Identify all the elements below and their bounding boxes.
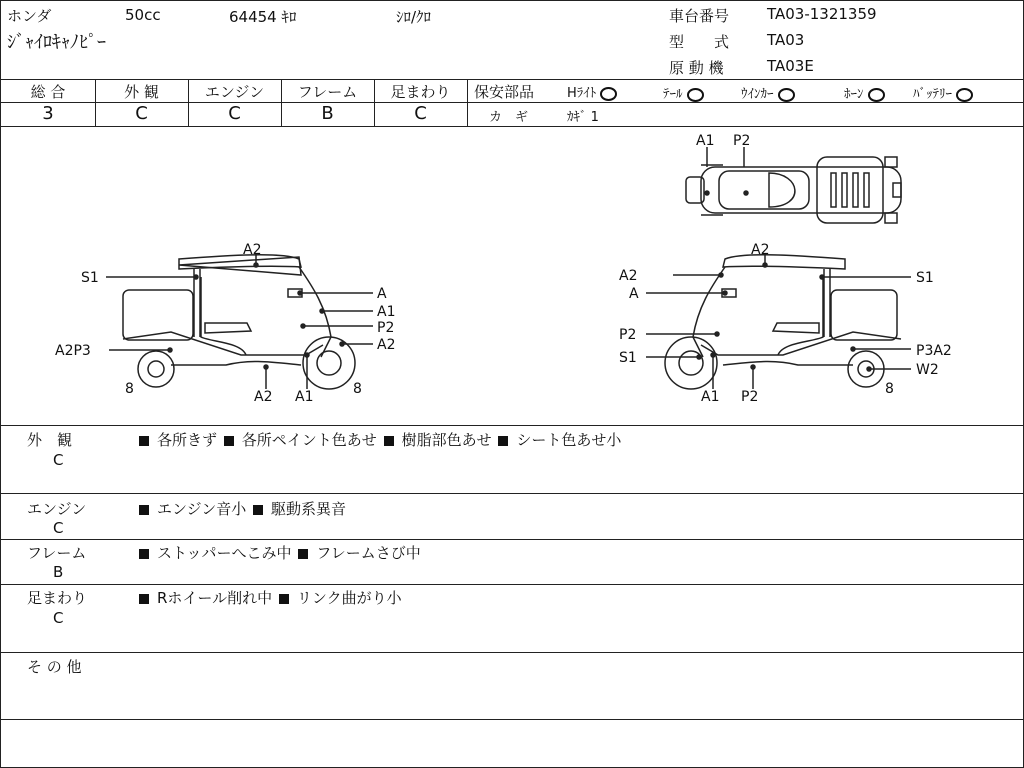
divider	[1, 539, 1023, 540]
grade-label-suspension: 足まわり	[390, 83, 451, 101]
label-right-a: A	[629, 286, 639, 302]
safety-parts-label: 保安部品	[474, 83, 535, 101]
label-right-p2-bottom: P2	[741, 389, 759, 405]
comment-label-other: そ の 他	[27, 658, 82, 676]
comment-item: シート色あせ小	[516, 431, 622, 449]
comment-item: 駆動系異音	[271, 500, 347, 518]
comment-items-suspension	[137, 587, 402, 608]
grade-value-overall: 3	[42, 103, 54, 124]
label-right-p2: P2	[619, 327, 637, 343]
scooter-top-view	[686, 147, 901, 223]
divider	[1, 584, 1023, 585]
comment-grade-engine: C	[53, 519, 64, 537]
comment-grade-exterior: C	[53, 451, 64, 469]
divider	[1, 79, 1023, 80]
comment-item: フレームさび中	[316, 544, 421, 562]
label-right-a1: A1	[701, 389, 720, 405]
bullet-square-icon	[298, 549, 308, 559]
scooter-left-view	[106, 253, 373, 389]
mileage	[229, 6, 297, 27]
divider	[1, 493, 1023, 494]
comment-item: 樹脂部色あせ	[401, 431, 492, 449]
circle-mark-icon	[778, 88, 795, 102]
safety-winker	[741, 83, 795, 102]
label-right-a2-top: A2	[751, 242, 770, 258]
bullet-square-icon	[139, 594, 149, 604]
circle-mark-icon	[956, 88, 973, 102]
damage-diagram	[1, 127, 1023, 424]
label-left-a2: A2	[243, 242, 262, 258]
comment-items-exterior	[137, 429, 621, 450]
maker: ホンダ	[7, 7, 52, 25]
safety-headlight-label: Hﾗｲﾄ	[567, 86, 597, 101]
label-left-8a: 8	[125, 381, 134, 397]
comment-item: 各所ペイント色あせ	[241, 431, 377, 449]
bullet-square-icon	[253, 505, 263, 515]
comment-label-exterior: 外 観	[27, 431, 73, 449]
circle-mark-icon	[687, 88, 704, 102]
safety-horn	[844, 83, 885, 102]
label-left-a2p3: A2P3	[55, 343, 91, 359]
mileage-unit: ｷﾛ	[281, 8, 297, 26]
grade-value-exterior: C	[135, 103, 148, 124]
label-top-p2: P2	[733, 133, 751, 149]
safety-taillight	[663, 83, 704, 102]
comment-item: リンク曲がり小	[296, 589, 402, 607]
label-left-8b: 8	[353, 381, 362, 397]
circle-mark-icon	[868, 88, 885, 102]
comment-items-frame	[137, 542, 421, 563]
engine-model-label: 原 動 機	[669, 59, 724, 77]
label-right-s1-bottom: S1	[619, 350, 637, 366]
label-left-p2: P2	[377, 320, 395, 336]
bullet-square-icon	[384, 436, 394, 446]
label-right-s1: S1	[916, 270, 934, 286]
comment-item: 各所きず	[157, 431, 218, 449]
divider	[467, 79, 468, 126]
comment-grade-frame: B	[53, 563, 64, 581]
model-type-value: TA03	[767, 31, 805, 49]
bullet-square-icon	[139, 505, 149, 515]
safety-taillight-label: ﾃｰﾙ	[663, 87, 683, 102]
comment-item: ストッパーへこみ中	[157, 544, 292, 562]
color: ｼﾛ/ｸﾛ	[396, 8, 432, 26]
mileage-value: 64454	[229, 8, 277, 26]
comment-grade-suspension: C	[53, 609, 64, 627]
comment-label-frame: フレーム	[27, 544, 87, 562]
bullet-square-icon	[139, 549, 149, 559]
divider	[1, 425, 1023, 426]
grade-value-suspension: C	[414, 103, 427, 124]
key-label: カ ギ	[489, 110, 529, 125]
circle-mark-icon	[600, 87, 617, 101]
grade-value-frame: B	[321, 103, 334, 124]
label-right-8: 8	[885, 381, 894, 397]
model-name: ｼﾞｬｲﾛｷｬﾉﾋﾟｰ	[7, 32, 106, 53]
grade-label-exterior: 外 観	[124, 83, 159, 101]
label-right-a2: A2	[619, 268, 638, 284]
comment-label-engine: エンジン	[27, 500, 87, 518]
bullet-square-icon	[224, 436, 234, 446]
bullet-square-icon	[498, 436, 508, 446]
label-left-a1: A1	[377, 304, 396, 320]
divider	[467, 102, 1023, 103]
grade-label-engine: エンジン	[204, 83, 265, 101]
safety-horn-label: ﾎｰﾝ	[844, 87, 864, 102]
grade-value-engine: C	[228, 103, 241, 124]
frame-number-label: 車台番号	[669, 7, 730, 25]
bullet-square-icon	[139, 436, 149, 446]
divider	[1, 652, 1023, 653]
safety-headlight	[567, 82, 617, 101]
comment-item: エンジン音小	[157, 500, 247, 518]
label-right-w2: W2	[916, 362, 939, 378]
comment-label-suspension: 足まわり	[27, 589, 88, 607]
grade-label-frame: フレーム	[297, 83, 358, 101]
displacement: 50cc	[125, 6, 161, 24]
model-type-label: 型 式	[669, 33, 730, 51]
label-top-a1: A1	[696, 133, 715, 149]
label-left-a2-bottom: A2	[254, 389, 273, 405]
divider	[1, 719, 1023, 720]
bullet-square-icon	[279, 594, 289, 604]
label-right-p3a2: P3A2	[916, 343, 952, 359]
grade-label-overall: 総 合	[30, 83, 66, 101]
comment-item: Rホイール削れ中	[157, 589, 273, 607]
safety-battery	[913, 83, 973, 102]
scooter-right-view	[646, 253, 911, 389]
label-left-a1-bottom: A1	[295, 389, 314, 405]
key-value: ｶｷﾞ 1	[567, 110, 599, 125]
frame-number-value: TA03-1321359	[767, 5, 877, 23]
label-left-a: A	[377, 286, 387, 302]
safety-battery-label: ﾊﾞｯﾃﾘｰ	[913, 87, 952, 102]
comment-items-engine	[137, 498, 346, 519]
engine-model-value: TA03E	[767, 57, 814, 75]
label-left-s1: S1	[81, 270, 99, 286]
label-left-a2-rear: A2	[377, 337, 396, 353]
safety-winker-label: ｳｲﾝｶｰ	[741, 87, 774, 102]
